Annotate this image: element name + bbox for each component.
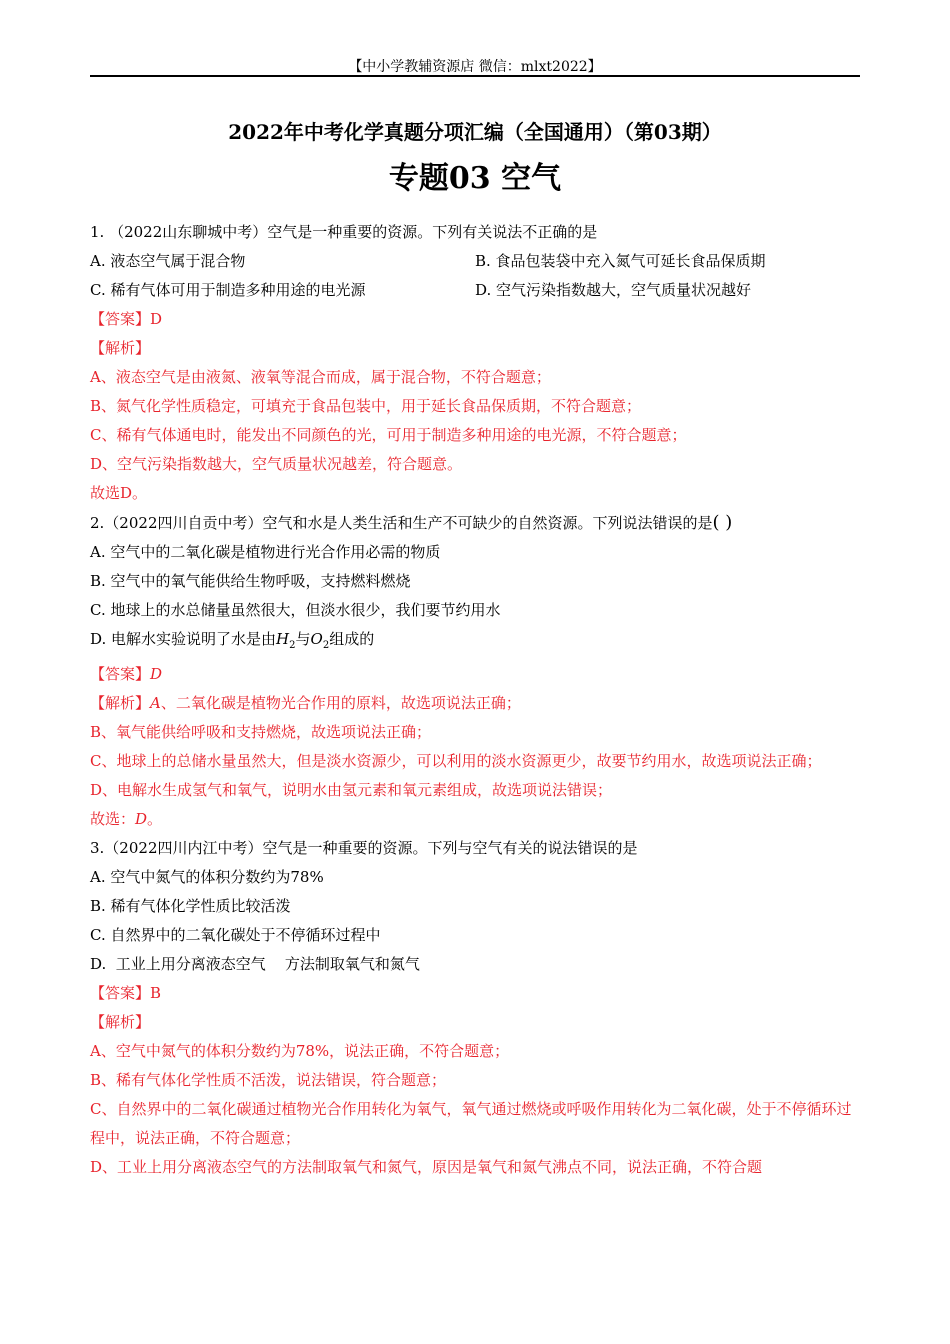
q2-option-d-mid: 与	[295, 630, 311, 648]
q1-options-row-2	[90, 276, 860, 305]
q2-answer-bracket: ( )	[712, 512, 733, 533]
oxygen-subscript: 2	[322, 640, 330, 651]
oxygen-symbol: O	[310, 630, 323, 648]
q2-answer-value: D	[150, 665, 163, 683]
q2-option-d-prefix: D. 电解水实验说明了水是由	[90, 630, 277, 648]
q2-answer-label: 【答案】	[90, 665, 151, 683]
q1-option-a: A. 液态空气属于混合物	[90, 252, 246, 270]
q2-stem-text: 2.（2022四川自贡中考）空气和水是人类生活和生产不可缺少的自然资源。下列说法错误的是	[90, 514, 713, 532]
q3-answer-value: B	[150, 984, 162, 1002]
q2-analysis-first-text: 、二氧化碳是植物光合作用的原料，故选项说法正确；	[160, 694, 521, 712]
q2-option-d-suffix: 组成的	[329, 630, 375, 648]
header-rule	[90, 75, 860, 77]
q2-answer	[90, 660, 860, 689]
hydrogen-symbol: H	[276, 630, 290, 648]
q3-analysis-line: A、空气中氮气的体积分数约为78%，说法正确，不符合题意；	[90, 1042, 510, 1060]
q2-analysis-line: D、电解水生成氢气和氧气，说明水由氢元素和氧元素组成，故选项说法错误；	[90, 781, 613, 799]
q2-analysis-letter: A	[150, 694, 161, 712]
q1-analysis-line: C、稀有气体通电时，能发出不同颜色的光，可用于制造多种用途的电光源，不符合题意；	[90, 426, 687, 444]
q3-analysis-line: B、稀有气体化学性质不活泼，说法错误，符合题意；	[90, 1071, 447, 1089]
q3-option-a: A. 空气中氮气的体积分数约为78%	[90, 868, 324, 886]
page-header: 【中小学教辅资源店 微信：mlxt2022】	[348, 59, 602, 75]
q1-answer	[90, 305, 860, 334]
q2-option-d	[90, 625, 860, 660]
q2-stem	[90, 508, 860, 538]
q3-analysis-label: 【解析】	[90, 1013, 151, 1031]
q3-option-b: B. 稀有气体化学性质比较活泼	[90, 897, 291, 915]
q2-analysis-label: 【解析】	[90, 694, 151, 712]
q2-option-a: A. 空气中的二氧化碳是植物进行光合作用必需的物质	[90, 543, 441, 561]
q1-option-b: B. 食品包装袋中充入氮气可延长食品保质期	[475, 252, 766, 270]
q3-stem: 3.（2022四川内江中考）空气是一种重要的资源。下列与空气有关的说法错误的是	[90, 839, 638, 857]
q2-conclusion-letter: D	[135, 810, 148, 828]
document-body	[90, 218, 860, 1182]
q3-answer	[90, 979, 860, 1008]
q1-analysis-label: 【解析】	[90, 339, 151, 357]
q3-option-d: D. 工业上用分离液态空气 方法制取氧气和氮气	[90, 955, 420, 973]
document-title: 2022年中考化学真题分项汇编（全国通用）（第03期）	[228, 120, 722, 144]
q3-analysis-line: C、自然界中的二氧化碳通过植物光合作用转化为氧气，氧气通过燃烧或呼吸作用转化为二氧化碳，处于不停循环过程中，说法正确，不符合题意；	[90, 1100, 852, 1147]
q1-conclusion: 故选D。	[90, 484, 148, 502]
q2-option-b: B. 空气中的氧气能供给生物呼吸，支持燃料燃烧	[90, 572, 411, 590]
q1-answer-value: D	[150, 310, 163, 328]
q2-analysis-line: C、地球上的总储水量虽然大，但是淡水资源少，可以利用的淡水资源更少，故要节约用水，故选项说法正确；	[90, 752, 822, 770]
q1-analysis-line: D、空气污染指数越大，空气质量状况越差，符合题意。	[90, 455, 463, 473]
q1-stem: 1. （2022山东聊城中考）空气是一种重要的资源。下列有关说法不正确的是	[90, 223, 598, 241]
q3-analysis-line: D、工业上用分离液态空气的方法制取氧气和氮气，原因是氧气和氮气沸点不同，说法正确，不符合题	[90, 1158, 763, 1176]
q1-option-d: D. 空气污染指数越大，空气质量状况越好	[475, 281, 752, 299]
q2-option-c: C. 地球上的水总储量虽然很大，但淡水很少，我们要节约用水	[90, 601, 501, 619]
q1-analysis-line: A、液态空气是由液氮、液氧等混合而成，属于混合物，不符合题意；	[90, 368, 551, 386]
q2-analysis-first	[90, 689, 860, 718]
q2-conclusion-suffix: 。	[147, 810, 163, 828]
q1-answer-label: 【答案】	[90, 310, 151, 328]
hydrogen-subscript: 2	[289, 640, 296, 651]
q2-conclusion	[90, 805, 860, 834]
q2-analysis-line: B、氧气能供给呼吸和支持燃烧，故选项说法正确；	[90, 723, 432, 741]
q1-option-c: C. 稀有气体可用于制造多种用途的电光源	[90, 281, 366, 299]
q2-conclusion-prefix: 故选：	[90, 810, 136, 828]
q1-options-row-1	[90, 247, 860, 276]
q3-option-c: C. 自然界中的二氧化碳处于不停循环过程中	[90, 926, 381, 944]
q1-analysis-line: B、氮气化学性质稳定，可填充于食品包装中，用于延长食品保质期，不符合题意；	[90, 397, 642, 415]
q3-answer-label: 【答案】	[90, 984, 151, 1002]
topic-title: 专题03 空气	[388, 161, 562, 196]
